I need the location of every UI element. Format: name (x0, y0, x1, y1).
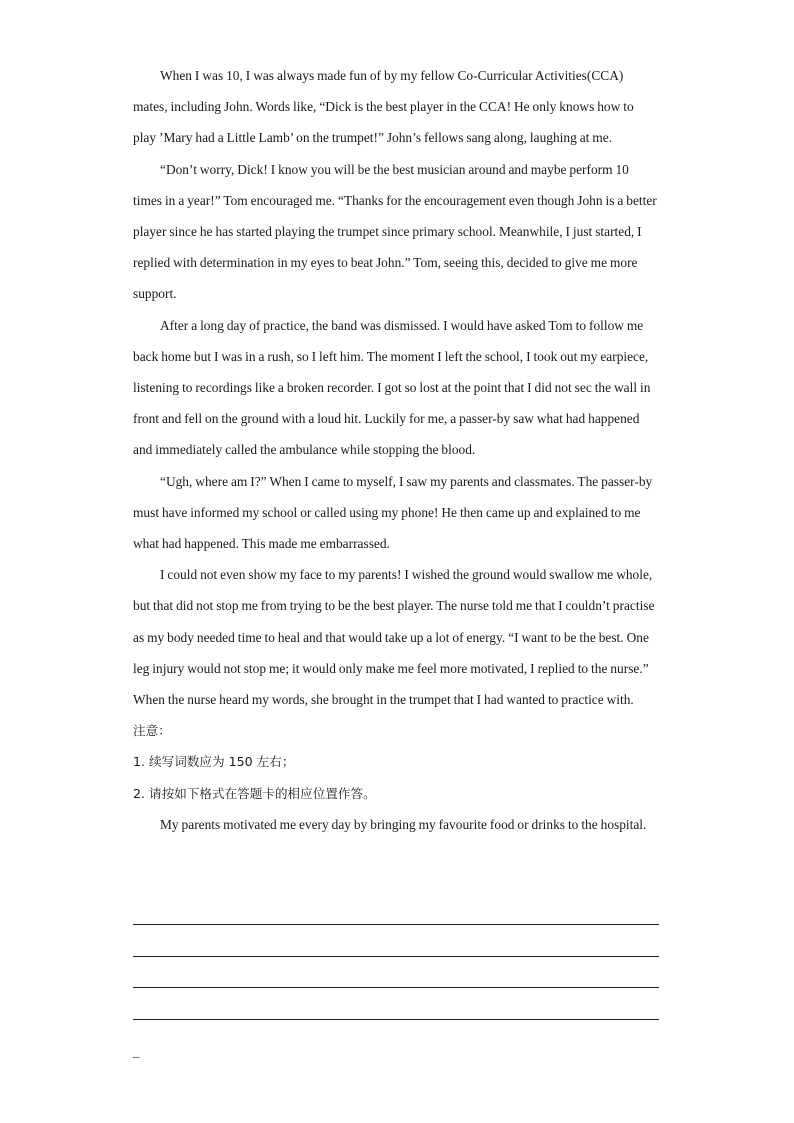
story-paragraph-3: After a long day of practice, the band was dismissed. I would have asked Tom to follow me back home but I was in a rush, so I left him. The moment I left the school, I took out my earpiece, listening to recordings like a broken recorder. I got so lost at the point that I did not sec the wall in front and fell on the ground with a loud hit. Luckily for me, a passer-by saw what had happened and immediately called the ambulance while stopping the blood. (133, 317, 651, 458)
story-paragraph-5: I could not even show my face to my parents! I wished the ground would swallow me whole, but that did not stop me from trying to be the best player. The nurse told me that I couldn’t practise as my body needed time to heal and that would take up a lot of energy. “I want to be the best. One leg injury would not stop me; it would only make me feel more motivated, I replied to the nurse.” When the nurse heard my words, she brought in the trumpet that I had wanted to practice with. (133, 567, 655, 708)
notes-heading: 注意： (133, 723, 171, 739)
answer-writing-area[interactable] (133, 924, 659, 1050)
trailing-underscore-mark: _ (133, 1044, 140, 1059)
answer-line[interactable] (133, 924, 659, 925)
answer-line[interactable] (133, 987, 659, 988)
story-paragraph-1: When I was 10, I was always made fun of by my fellow Co-Curricular Activities(CCA) mates, including John. Words like, “Dick is the best player in the CCA! He only knows how to play ’Mary had a Little Lamb’ on the trumpet!” John’s fellows sang along, laughing at me. (133, 68, 634, 146)
answer-line[interactable] (133, 956, 659, 957)
story-paragraph-2: “Don’t worry, Dick! I know you will be the best musician around and maybe perform 10 times in a year!” Tom encouraged me. “Thanks for the encouragement even though John is a better player since he has started playing the trumpet since primary school. Meanwhile, I just started, I replied with determination in my eyes to beat John.” Tom, seeing this, decided to give me more support. (133, 161, 657, 302)
notes-item-format: 2. 请按如下格式在答题卡的相应位置作答。 (133, 785, 376, 801)
notes-item-word-count: 1. 续写词数应为 150 左右； (133, 754, 295, 770)
answer-line[interactable] (133, 1019, 659, 1020)
continuation-opening-sentence: My parents motivated me every day by bringing my favourite food or drinks to the hospital. (160, 816, 647, 832)
story-paragraph-4: “Ugh, where am I?” When I came to myself, I saw my parents and classmates. The passer-by must have informed my school or called using my phone! He then came up and explained to me what had happened. This made me embarrassed. (133, 473, 653, 552)
document-page (133, 60, 659, 840)
